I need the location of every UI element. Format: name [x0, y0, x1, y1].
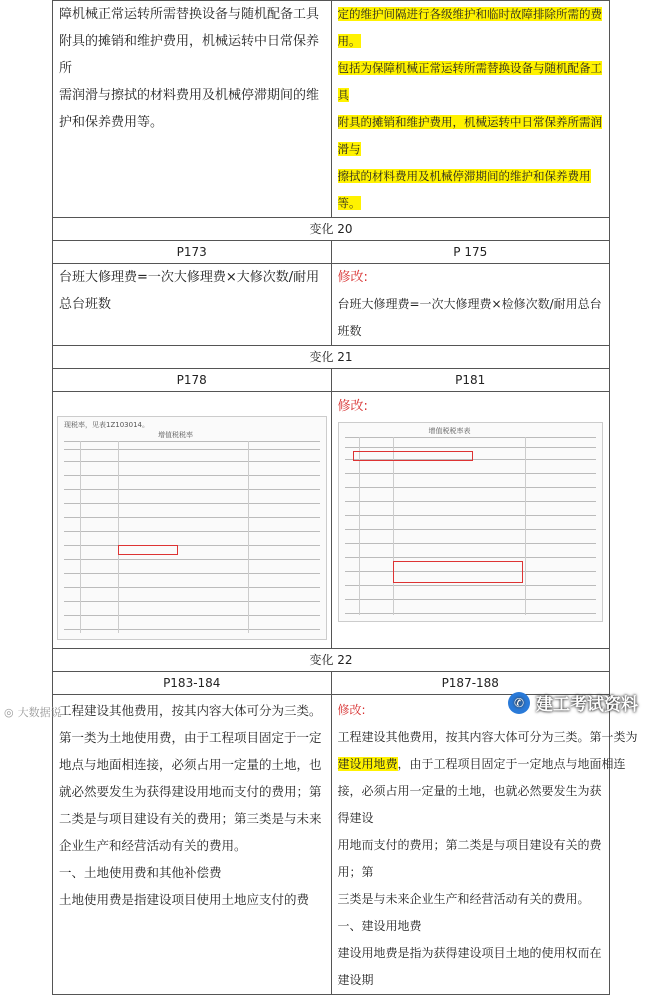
- page-ref-right: P187-188: [331, 672, 610, 695]
- text-line: 用地而支付的费用；第二类是与项目建设有关的费用；第: [337, 838, 602, 879]
- page-ref-left: P183-184: [53, 672, 332, 695]
- section-heading: 一、土地使用费和其他补偿费: [59, 865, 222, 880]
- modify-label: 修改:: [337, 399, 368, 414]
- highlighted-text: 擦拭的材料费用及机械停滞期间的维护和保养费用等。: [337, 169, 591, 210]
- page-ref-right: P 175: [331, 241, 610, 264]
- top-right-cell: [331, 1, 610, 218]
- table-row: [53, 264, 610, 346]
- highlighted-term: 建设用地费: [337, 757, 398, 771]
- document-page: [52, 0, 638, 987]
- comparison-table: [52, 0, 638, 995]
- text-line: 土地使用费是指建设项目使用土地应支付的费: [59, 892, 310, 907]
- text-line: 需润滑与擦拭的材料费用及机械停滞期间的维: [59, 88, 320, 103]
- change21-left-cell: [53, 392, 332, 649]
- change-title: 变化 21: [53, 346, 610, 369]
- watermark-logo-icon: ◎: [4, 705, 14, 719]
- text-line: 工程建设其他费用，按其内容大体可分为三类。第一类为: [337, 730, 638, 744]
- text-line: 总台班数: [59, 297, 112, 312]
- text-line: 接，必须占用一定量的土地，也就必然要发生为获得建设: [337, 784, 602, 825]
- table-row: [53, 346, 610, 369]
- text-line: 二类是与项目建设有关的费用；第三类是与未来: [59, 811, 322, 826]
- text-line: 台班大修理费=一次大修理费×大修次数/耐用: [59, 270, 320, 285]
- text-line: 障机械正常运转所需替换设备与随机配备工具: [59, 7, 320, 22]
- tax-rate-table-image-new: 增值税税率表: [338, 422, 604, 622]
- tax-rate-table-image-old: 现税率，见表1Z103014。 增值税税率: [57, 416, 327, 640]
- table-row: [53, 369, 610, 392]
- highlighted-text: 附具的摊销和维护费用，机械运转中日常保养所需润滑与: [337, 115, 602, 156]
- text-line: 地点与地面相连接，必须占用一定量的土地，也: [59, 757, 322, 772]
- table-row: [53, 392, 610, 649]
- text-line: 护和保养费用等。: [59, 115, 164, 130]
- modify-label: 修改:: [337, 703, 366, 717]
- text-line: 三类是与未来企业生产和经营活动有关的费用。: [337, 892, 590, 906]
- table-row: [53, 695, 610, 995]
- change20-left-cell: [53, 264, 332, 346]
- highlighted-text: 包括为保障机械正常运转所需替换设备与随机配备工具: [337, 61, 602, 102]
- page-ref-right: P181: [331, 369, 610, 392]
- table-row: [53, 241, 610, 264]
- text-line: 附具的摊销和维护费用，机械运转中日常保养所: [59, 34, 320, 76]
- table-row: [53, 1, 610, 218]
- change22-left-cell: [53, 695, 332, 995]
- text-line: 就必然要发生为获得建设用地而支付的费用；第: [59, 784, 322, 799]
- table-row: [53, 218, 610, 241]
- text-line: 建设用地费是指为获得建设项目土地的使用权而在建设期: [337, 946, 602, 987]
- change-title: 变化 22: [53, 649, 610, 672]
- top-left-cell: [53, 1, 332, 218]
- text-line: 建设用地费，由于工程项目固定于一定地点与地面相连: [337, 757, 626, 771]
- section-heading: 一、建设用地费: [337, 919, 422, 933]
- change22-right-cell: [331, 695, 638, 995]
- change20-right-cell: [331, 264, 610, 346]
- text-line: 企业生产和经营活动有关的费用。: [59, 838, 247, 853]
- modify-label: 修改:: [337, 270, 368, 285]
- text-line: 工程建设其他费用，按其内容大体可分为三类。: [59, 703, 322, 718]
- wechat-icon: ✆: [508, 692, 530, 714]
- change21-right-cell: [331, 392, 610, 649]
- watermark-left: ◎ 大数据说: [4, 705, 62, 719]
- text-line: 台班大修理费=一次大修理费×检修次数/耐用总台班数: [337, 297, 602, 338]
- watermark-right: ✆ 建工考试资料: [508, 690, 638, 715]
- page-ref-left: P173: [53, 241, 332, 264]
- change-title: 变化 20: [53, 218, 610, 241]
- highlighted-text: 定的维护间隔进行各级维护和临时故障排除所需的费用。: [337, 7, 602, 48]
- text-line: 第一类为土地使用费，由于工程项目固定于一定: [59, 730, 322, 745]
- table-row: [53, 649, 610, 672]
- page-ref-left: P178: [53, 369, 332, 392]
